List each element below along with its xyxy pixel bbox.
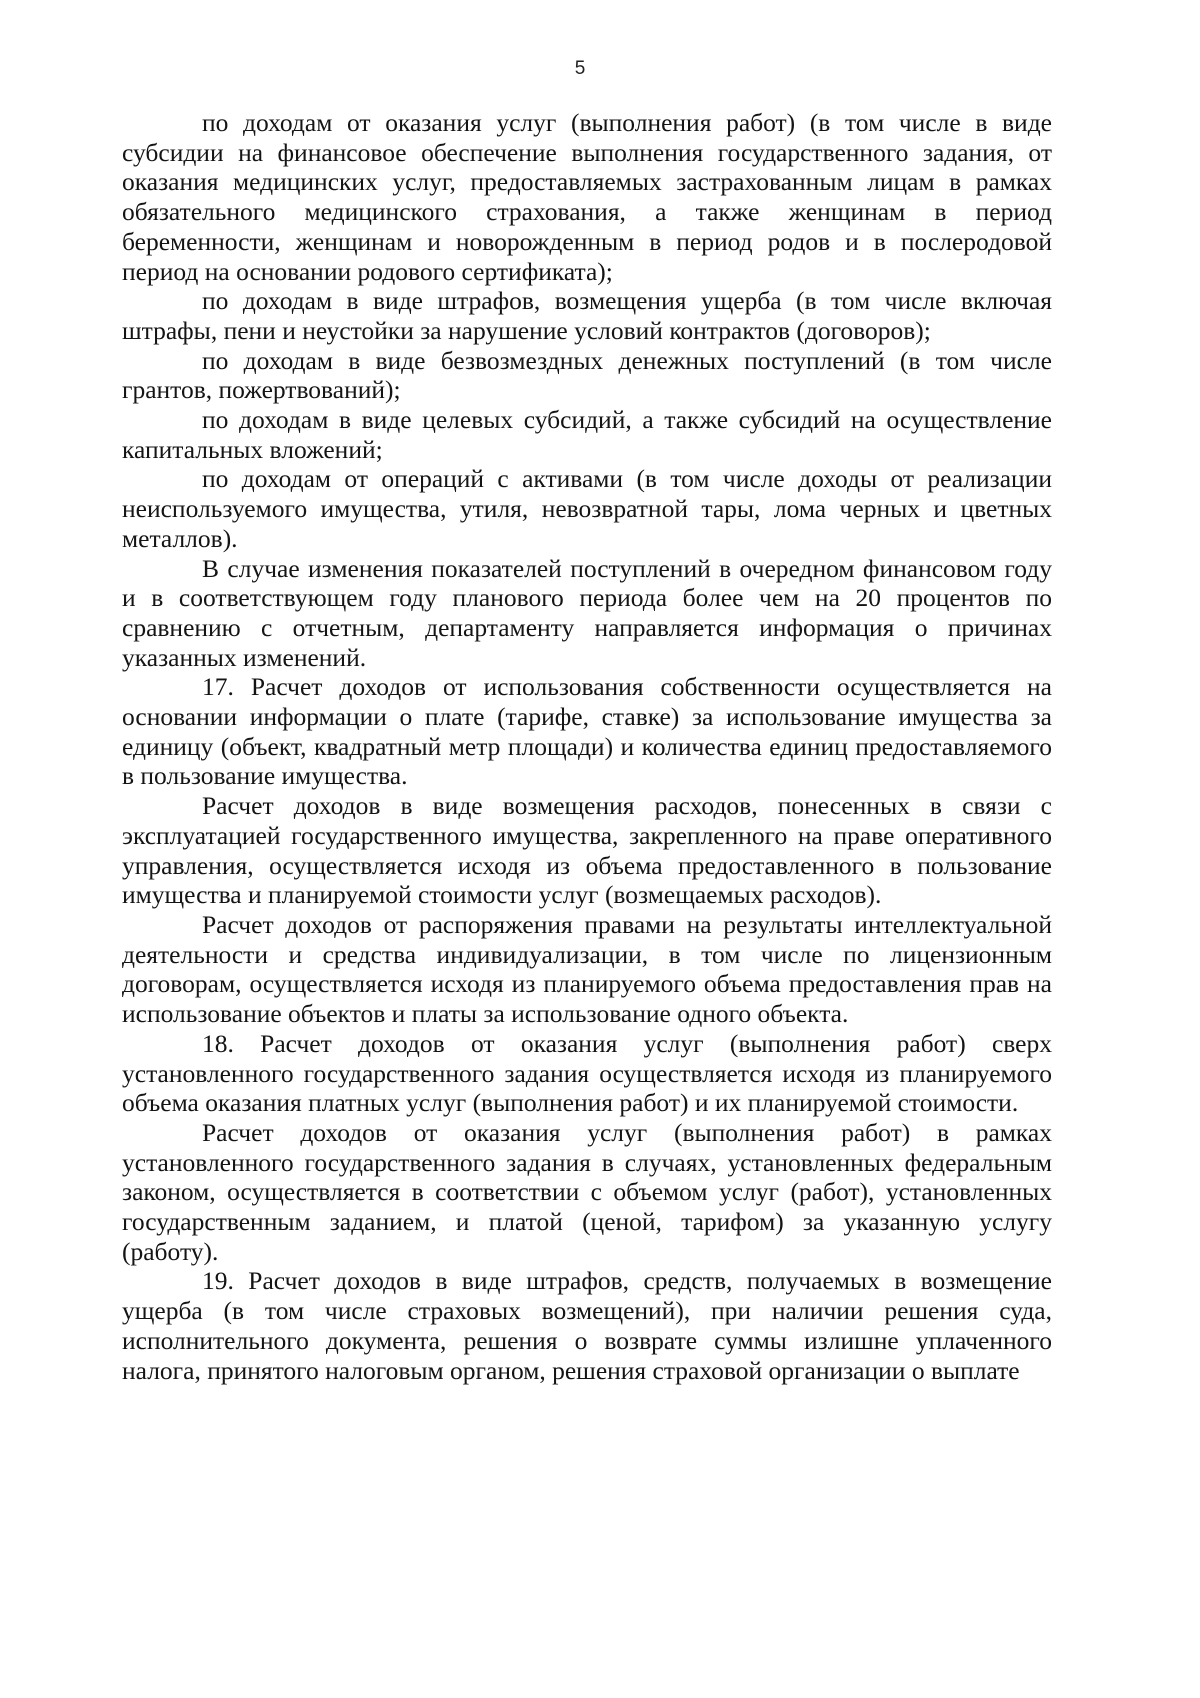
paragraph-item-18: 18. Расчет доходов от оказания услуг (выполнения работ) сверх установленного государственного задания осуществляется исходя из планируемого объема оказания платных услуг (выполнения работ) и их планируемой стоимости. (122, 1028, 1052, 1118)
paragraph-intellectual-property: Расчет доходов от распоряжения правами на результаты интеллектуальной деятельности и средства индивидуализации, в том числе по лицензионным договорам, осуществляется исходя из планируемого объема предоставления прав на использование объектов и платы за использование одного объекта. (122, 909, 1052, 1029)
paragraph-item-17: 17. Расчет доходов от использования собственности осуществляется на основании информации о плате (тарифе, ставке) за использование имущества за единицу (объект, квадратный метр площади) и количества единиц предоставляемого в пользование имущества. (122, 672, 1052, 791)
paragraph-item-19: 19. Расчет доходов в виде штрафов, средств, получаемых в возмещение ущерба (в том числе страховых возмещений), при наличии решения суда, исполнительного документа, решения о возврате суммы излишне уплаченного налога, принятого налоговым органом, решения страховой организации о выплате (122, 1266, 1052, 1385)
paragraph-expense-reimbursement: Расчет доходов в виде возмещения расходов, понесенных в связи с эксплуатацией государственного имущества, закрепленного на праве оперативного управления, осуществляется исходя из объема предоставленного в пользование имущества и планируемой стоимости услуг (возмещаемых расходов). (122, 791, 1052, 910)
paragraph-state-assignment: Расчет доходов от оказания услуг (выполнения работ) в рамках установленного государственного задания в случаях, установленных федеральным законом, осуществляется в соответствии с объемом услуг (работ), установленных государственным заданием, и платой (ценой, тарифом) за указанную услугу (работу). (122, 1117, 1052, 1266)
paragraph-income-services: по доходам от оказания услуг (выполнения работ) (в том числе в виде субсидии на финансовое обеспечение выполнения государственного задания, от оказания медицинских услуг, предоставляемых застрахованным лицам в рамках обязательного медицинского страхования, а также женщинам в период беременности, женщинам и новорожденным в период родов и в послеродовой период на основании родового сертификата); (122, 108, 1052, 286)
paragraph-income-fines: по доходам в виде штрафов, возмещения ущерба (в том числе включая штрафы, пени и неустойки за нарушение условий контрактов (договоров); (122, 286, 1052, 345)
paragraph-change-notice: В случае изменения показателей поступлений в очередном финансовом году и в соответствующем году планового периода более чем на 20 процентов по сравнению с отчетным, департаменту направляется информация о причинах указанных изменений. (122, 553, 1052, 672)
page-number: 5 (574, 58, 586, 79)
paragraph-income-gratuitous: по доходам в виде безвозмездных денежных поступлений (в том числе грантов, пожертвований); (122, 345, 1052, 405)
paragraph-income-assets: по доходам от операций с активами (в том числе доходы от реализации неиспользуемого имущества, утиля, невозвратной тары, лома черных и цветных металлов). (122, 464, 1052, 553)
document-body (122, 108, 1052, 1385)
paragraph-income-target-subsidies: по доходам в виде целевых субсидий, а также субсидий на осуществление капитальных вложений; (122, 405, 1052, 464)
